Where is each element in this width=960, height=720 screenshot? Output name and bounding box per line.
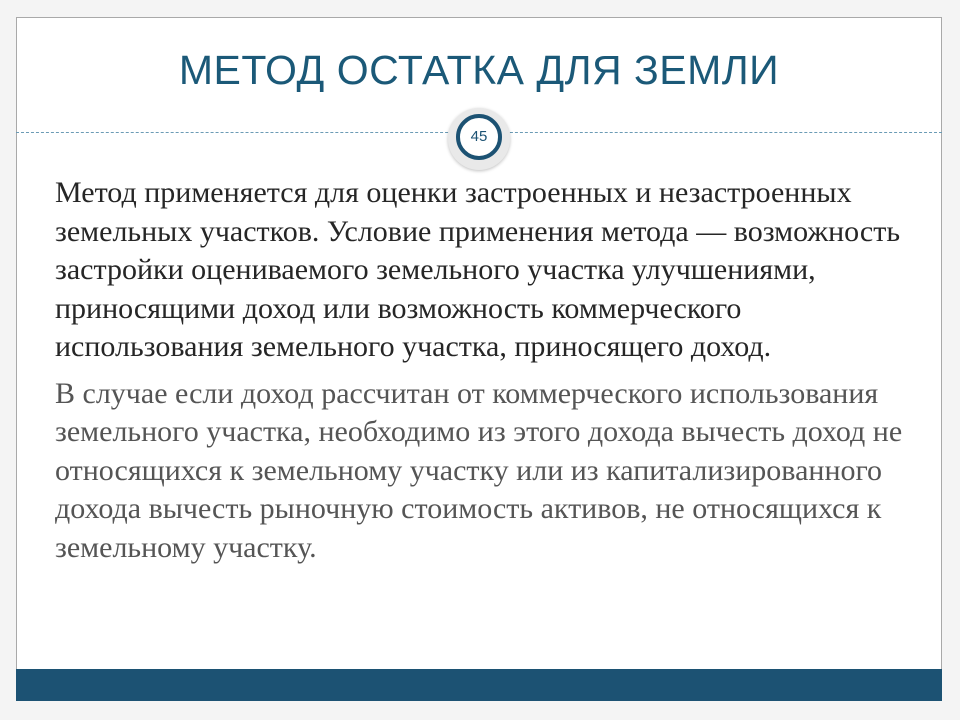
- paragraph-1: Метод применяется для оценки застроенных и незастроенных земельных участков. Условие применения метода — возможность застройки оцениваемого земельного участка улучшениями, приносящими доход или возможность коммерческого использования земельного участка, приносящего доход.: [55, 176, 901, 363]
- slide-body: [55, 174, 925, 567]
- slide-title: МЕТОД ОСТАТКА ДЛЯ ЗЕМЛИ: [178, 47, 780, 93]
- footer-bar: [16, 669, 942, 701]
- page-number: 45: [470, 128, 488, 145]
- paragraph-2: В случае если доход рассчитан от коммерческого использования земельного участка, необходимо из этого дохода вычесть доход не относящихся к земельному участку или из капитализированного дохода вычесть рыночную стоимость активов, не относящихся к земельному участку.: [55, 376, 903, 564]
